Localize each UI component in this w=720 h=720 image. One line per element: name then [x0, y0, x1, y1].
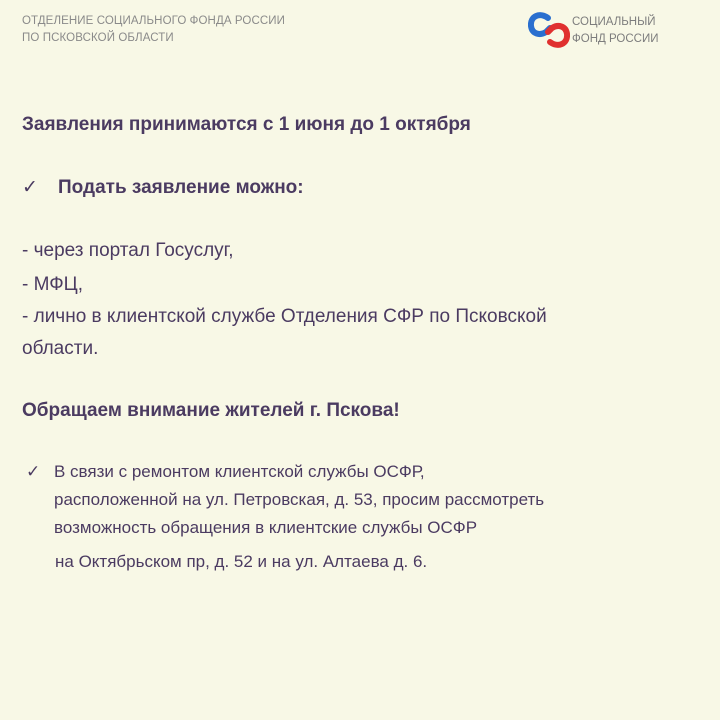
way-item-continuation: области.	[22, 338, 99, 359]
subheading-text: Подать заявление можно:	[58, 177, 304, 198]
organization-name	[22, 13, 285, 47]
notice-line: В связи с ремонтом клиентской службы ОСФР,	[54, 462, 425, 481]
notice-line: расположенной на ул. Петровская, д. 53, просим рассмотреть	[54, 490, 545, 509]
way-item: - через портал Госуслуг,	[22, 240, 234, 261]
org-line-1: ОТДЕЛЕНИЕ СОЦИАЛЬНОГО ФОНДА РОССИИ	[22, 15, 286, 27]
headline: Заявления принимаются с 1 июня до 1 октября	[22, 114, 471, 135]
logo-text	[572, 14, 658, 48]
way-item: - лично в клиентской службе Отделения СФР по Псковской	[22, 306, 547, 327]
sfr-logo-icon	[528, 12, 570, 48]
org-line-2: ПО ПСКОВСКОЙ ОБЛАСТИ	[22, 32, 174, 44]
notice-line: возможность обращения в клиентские службы ОСФР	[54, 518, 478, 537]
notice-heading: Обращаем внимание жителей г. Пскова!	[22, 400, 400, 421]
logo-line-2: ФОНД РОССИИ	[572, 33, 659, 45]
subheading	[22, 176, 304, 199]
check-icon: ✓	[22, 177, 38, 198]
way-item: - МФЦ,	[22, 274, 83, 295]
header	[0, 0, 720, 62]
logo-line-1: СОЦИАЛЬНЫЙ	[572, 16, 656, 28]
notice-line: на Октябрьском пр, д. 52 и на ул. Алтаева д. 6.	[55, 552, 428, 571]
sfr-logo	[528, 12, 698, 52]
check-icon: ✓	[26, 462, 41, 481]
